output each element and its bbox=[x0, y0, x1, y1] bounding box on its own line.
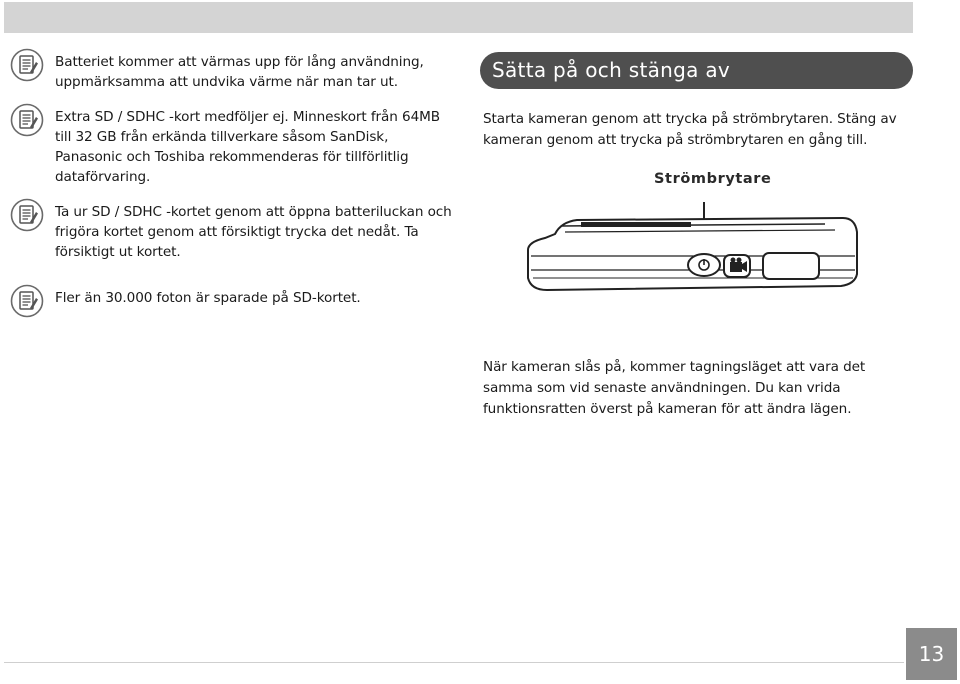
note-text: Batteriet kommer att värmas upp för lång användning, uppmärksamma att undvika värme när man tar ut. bbox=[55, 54, 424, 90]
intro-paragraph: Starta kameran genom att trycka på strömbrytaren. Stäng av kameran genom att trycka på strömbrytaren en gång till. bbox=[483, 111, 897, 148]
note-text: Fler än 30.000 foton är sparade på SD-kortet. bbox=[55, 290, 361, 306]
note-icon bbox=[10, 198, 44, 232]
footer-divider bbox=[4, 662, 904, 663]
top-header-bar bbox=[4, 2, 913, 33]
note-icon bbox=[10, 103, 44, 137]
camera-top-illustration bbox=[525, 198, 861, 298]
note-icon bbox=[10, 48, 44, 82]
followup-paragraph: När kameran slås på, kommer tagningsläget att vara det samma som vid senaste användningen. Du kan vrida funktionsratten överst på kameran för att ändra lägen. bbox=[483, 359, 866, 417]
note-text: Ta ur SD / SDHC -kortet genom att öppna batteriluckan och frigöra kortet genom att försiktigt trycka det nedåt. Ta försiktigt ut kortet. bbox=[55, 204, 452, 260]
note-icon bbox=[10, 284, 44, 318]
page-number: 13 bbox=[906, 628, 957, 680]
section-title: Sätta på och stänga av bbox=[480, 52, 913, 89]
power-switch-label: Strömbrytare bbox=[654, 171, 772, 187]
note-text: Extra SD / SDHC -kort medföljer ej. Minneskort från 64MB till 32 GB från erkända tillverkare såsom SanDisk, Panasonic och Toshiba rekommenderas för tillförlitlig dataförvaring. bbox=[55, 109, 440, 185]
shutter-button bbox=[763, 253, 819, 279]
